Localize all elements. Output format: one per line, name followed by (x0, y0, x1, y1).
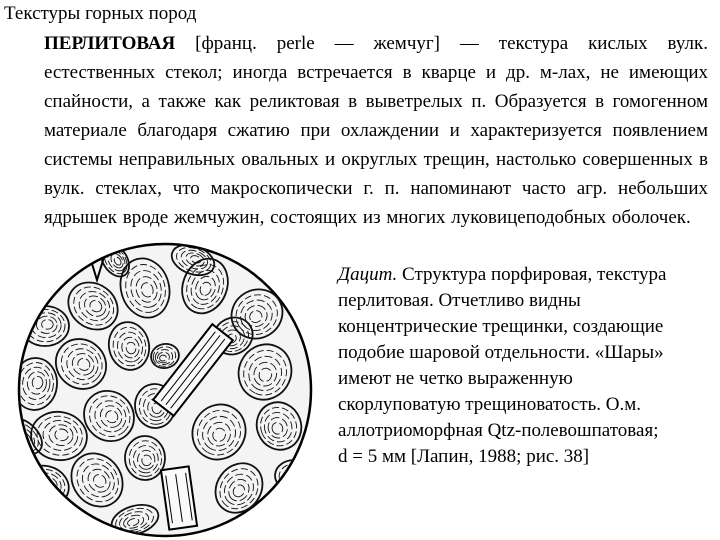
page-title: Текстуры горных пород (4, 3, 197, 24)
caption-text: Структура порфировая, текстура перлитовая. Отчетливо видны концентрические трещинки, создающие подобие шаровой отдельности. «Шары» имеют не четко выраженную скорлуповатую трещиноватость. О.м. аллотриоморфная Qtz-полевошпатовая; d = 5 мм [Лапин, 1988; рис. 38] (338, 264, 667, 467)
perlitic-texture-micrograph (5, 236, 323, 538)
definition-paragraph (44, 29, 708, 232)
entry-definition: [франц. perle — жемчуг] — текстура кислых вулк. естественных стекол; иногда встречается в кварце и др. м-лах, не имеющих спайности, а также как реликтовая в выветрелых п. Образуется в гомогенном материале благодаря сжатию при охлаждении и характеризуется появлением системы неправильных овальных и округлых трещин, настолько совершенных в вулк. стеклах, что макроскопически г. п. напоминают часто агр. небольших ядрышек вроде жемчужин, состоящих из многих луковицеподобных оболочек. (44, 33, 708, 228)
entry-term: ПЕРЛИТОВАЯ (44, 33, 176, 54)
rock-name: Дацит. (338, 264, 398, 285)
figure-caption (338, 262, 668, 470)
